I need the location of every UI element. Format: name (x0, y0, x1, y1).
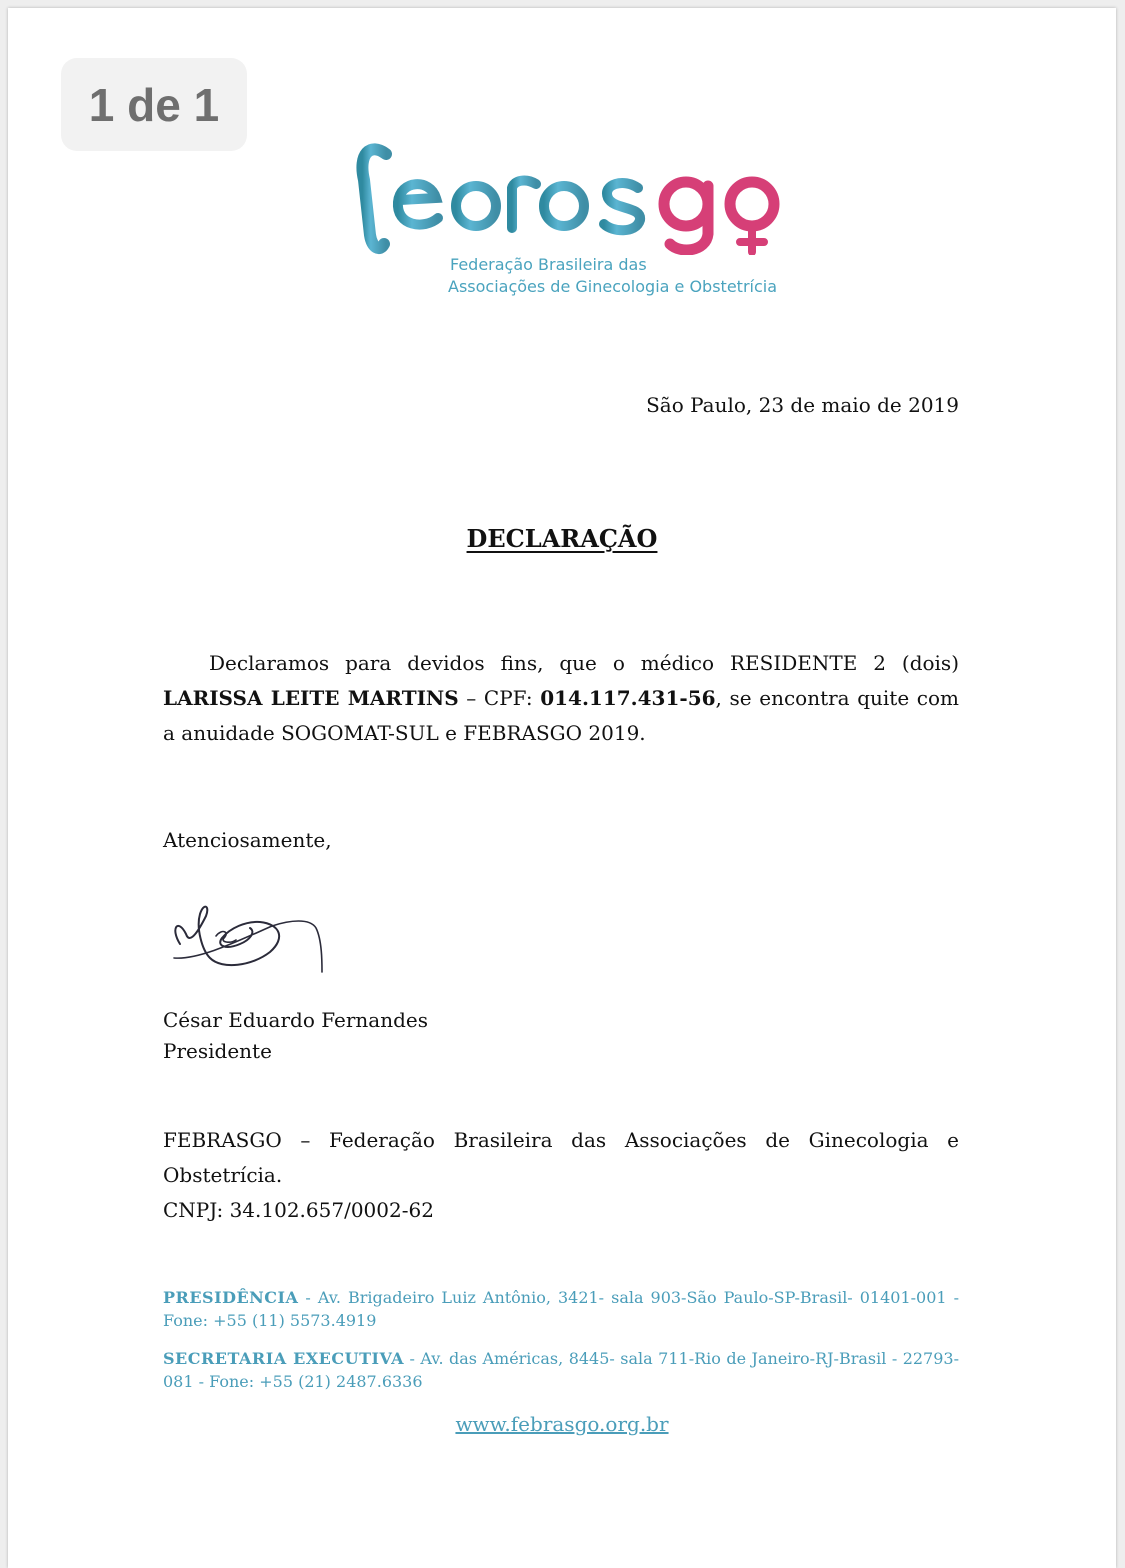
footer-secretaria (163, 1347, 959, 1393)
document-page (8, 8, 1116, 1568)
febrasgo-logo (350, 140, 790, 305)
signer-role: Presidente (163, 1039, 272, 1063)
logo-subtitle-line2: Associações de Ginecologia e Obstetrícia (448, 277, 778, 296)
declaration-body (163, 646, 959, 751)
signer-block (163, 1005, 428, 1067)
document-title: DECLARAÇÃO (466, 524, 658, 553)
body-intro: Declaramos para devidos fins, que o médico RESIDENTE 2 (dois) (209, 651, 959, 675)
body-cpf-label: – CPF: (458, 686, 541, 710)
logo-subtitle-line1: Federação Brasileira das (450, 255, 647, 274)
closing-salutation: Atenciosamente, (163, 828, 332, 852)
organization-info (163, 1123, 959, 1228)
page-indicator: 1 de 1 (61, 58, 247, 151)
body-conclusion: , se encontra quite com a anuidade SOGOMAT-SUL e FEBRASGO 2019. (163, 686, 960, 745)
letter-date: São Paulo, 23 de maio de 2019 (646, 393, 959, 417)
organization-cnpj: CNPJ: 34.102.657/0002-62 (163, 1198, 434, 1222)
signer-name: César Eduardo Fernandes (163, 1008, 428, 1032)
resident-name: LARISSA LEITE MARTINS (163, 686, 459, 710)
website-link[interactable]: www.febrasgo.org.br (455, 1412, 669, 1436)
footer-secretaria-label: SECRETARIA EXECUTIVA (163, 1349, 405, 1368)
footer-presidencia-address: - Av. Brigadeiro Luiz Antônio, 3421- sala 903-São Paulo-SP-Brasil- 01401-001 - Fone: +55 (11) 5573.4919 (163, 1288, 959, 1330)
footer-presidencia-label: PRESIDÊNCIA (163, 1288, 299, 1307)
febrasgo-wordmark-logo (350, 140, 790, 255)
organization-name: FEBRASGO – Federação Brasileira das Associações de Ginecologia e Obstetrícia. (163, 1128, 959, 1187)
handwritten-signature (160, 888, 328, 988)
resident-cpf: 014.117.431-56 (540, 686, 716, 710)
footer-presidencia (163, 1286, 959, 1332)
footer-secretaria-address: - Av. das Américas, 8445- sala 711-Rio de Janeiro-RJ-Brasil - 22793-081 - Fone: +55 (21) 2487.6336 (163, 1349, 960, 1391)
